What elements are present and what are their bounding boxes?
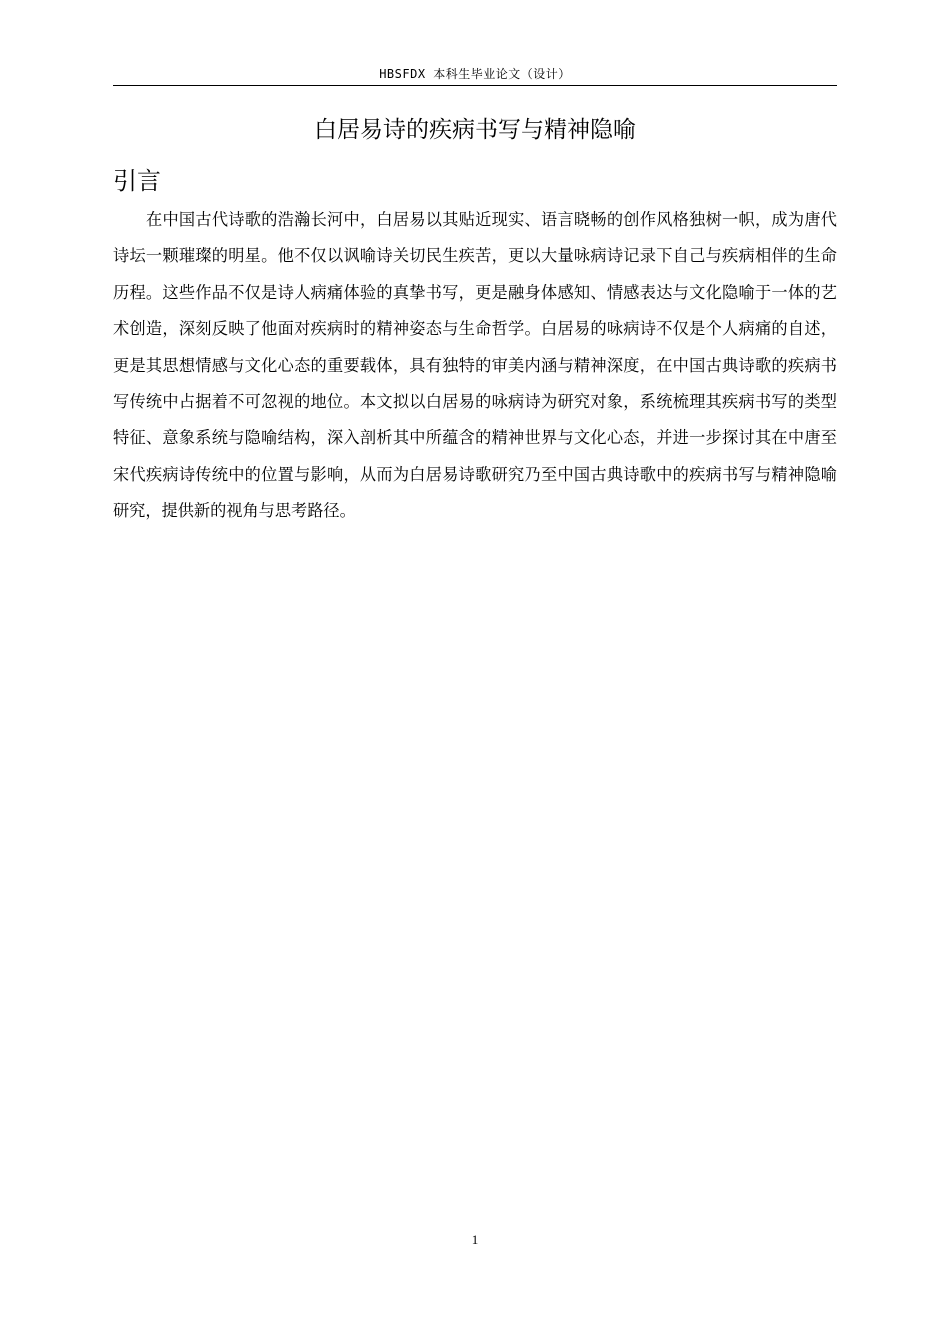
section-heading: 引言 [113, 167, 161, 195]
header-rule [113, 85, 837, 86]
page-number: 1 [471, 1232, 479, 1247]
running-header: HBSFDX 本科生毕业论文（设计） [379, 67, 571, 81]
document-title: 白居易诗的疾病书写与精神隐喻 [314, 117, 636, 143]
body-paragraph: 在中国古代诗歌的浩瀚长河中，白居易以其贴近现实、语言晓畅的创作风格独树一帜，成为唐代诗坛一颗璀璨的明星。他不仅以讽喻诗关切民生疾苦，更以大量咏病诗记录下自己与疾病相伴的生命历程。这些作品不仅是诗人病痛体验的真挚书写，更是融身体感知、情感表达与文化隐喻于一体的艺术创造，深刻反映了他面对疾病时的精神姿态与生命哲学。白居易的咏病诗不仅是个人病痛的自述，更是其思想情感与文化心态的重要载体，具有独特的审美内涵与精神深度，在中国古典诗歌的疾病书写传统中占据着不可忽视的地位。本文拟以白居易的咏病诗为研究对象，系统梳理其疾病书写的类型特征、意象系统与隐喻结构，深入剖析其中所蕴含的精神世界与文化心态，并进一步探讨其在中唐至宋代疾病诗传统中的位置与影响，从而为白居易诗歌研究乃至中国古典诗歌中的疾病书写与精神隐喻研究，提供新的视角与思考路径。 [113, 210, 837, 521]
